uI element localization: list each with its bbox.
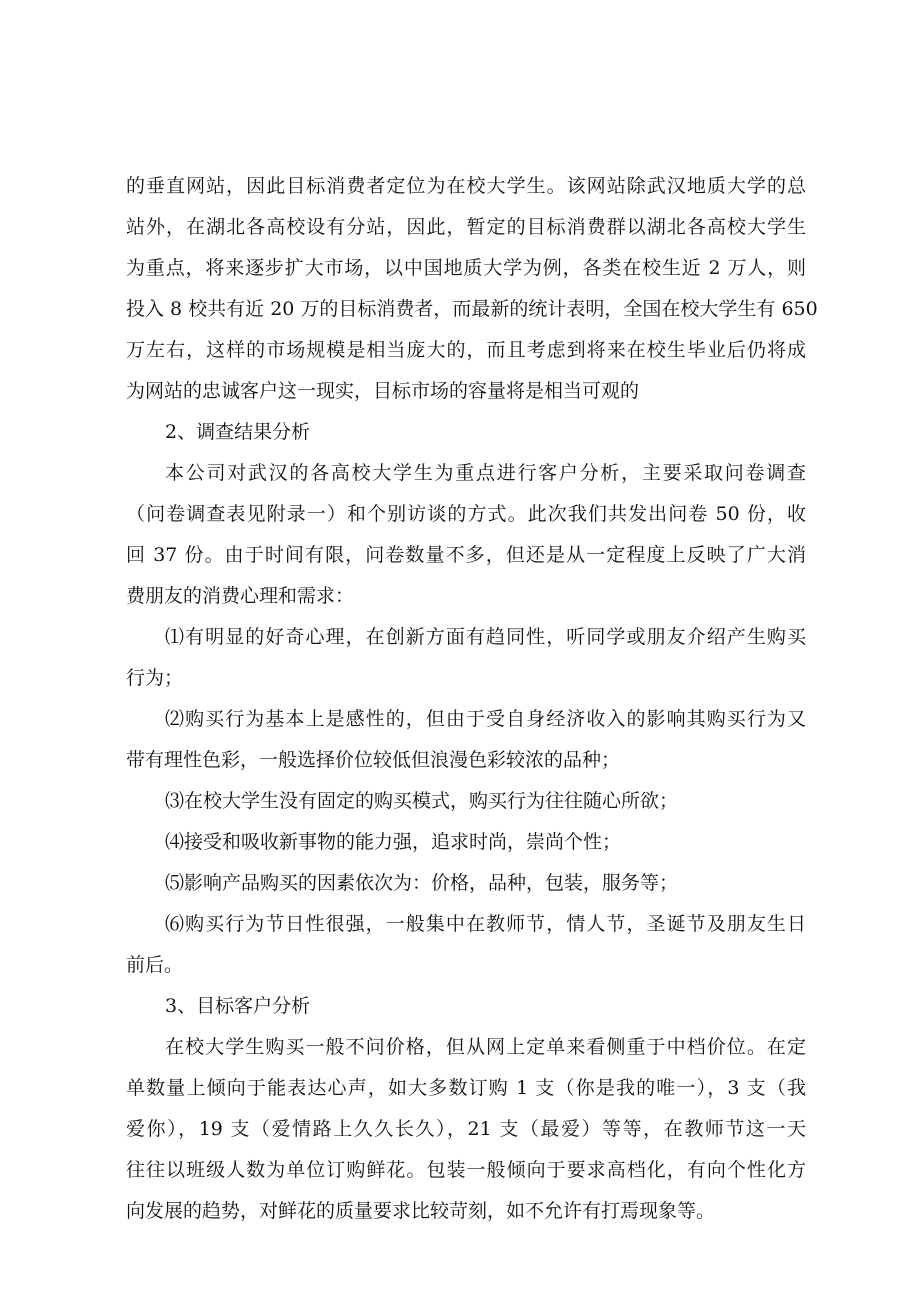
- intro-line: 为网站的忠诚客户这一现实，目标市场的容量将是相当可观的: [126, 380, 640, 402]
- section-heading: 2、调查结果分析: [165, 421, 311, 443]
- paragraph-line: 费朋友的消费心理和需求：: [126, 585, 355, 607]
- paragraph-line: 向发展的趋势，对鲜花的质量要求比较苛刻，如不允许有打焉现象等。: [126, 1200, 716, 1222]
- list-item-line: ⑶在校大学生没有固定的购买模式，购买行为往往随心所欲；: [165, 790, 679, 812]
- paragraph-line: （问卷调查表见附录一）和个别访谈的方式。此次我们共发出问卷 50 份，收: [126, 503, 806, 525]
- list-item-line: ⑵购买行为基本上是感性的，但由于受自身经济收入的影响其购买行为又: [165, 708, 806, 730]
- paragraph-line: 往往以班级人数为单位订购鲜花。包装一般倾向于要求高档化，有向个性化方: [126, 1159, 806, 1181]
- intro-line: 投入 8 校共有近 20 万的目标消费者，而最新的统计表明，全国在校大学生有 650: [126, 298, 818, 320]
- intro-line: 站外，在湖北各高校设有分站，因此，暂定的目标消费群以湖北各高校大学生: [126, 216, 806, 238]
- intro-line: 为重点，将来逐步扩大市场，以中国地质大学为例，各类在校生近 2 万人，则: [126, 257, 806, 279]
- section-heading: 3、目标客户分析: [165, 995, 311, 1017]
- list-item-line: ⑷接受和吸收新事物的能力强，追求时尚，崇尚个性；: [165, 831, 622, 853]
- paragraph-line: 在校大学生购买一般不问价格，但从网上定单来看侧重于中档价位。在定: [165, 1036, 806, 1058]
- list-item-line: 前后。: [126, 954, 184, 976]
- paragraph-line: 回 37 份。由于时间有限，问卷数量不多，但还是从一定程度上反映了广大消: [126, 544, 806, 566]
- list-item-line: 带有理性色彩，一般选择价位较低但浪漫色彩较浓的品种；: [126, 749, 621, 771]
- list-item-line: ⑴有明显的好奇心理，在创新方面有趋同性，听同学或朋友介绍产生购买: [165, 626, 806, 648]
- paragraph-line: 爱你），19 支（爱情路上久久长久），21 支（最爱）等等，在教师节这一天: [126, 1118, 806, 1140]
- intro-line: 的垂直网站，因此目标消费者定位为在校大学生。该网站除武汉地质大学的总: [126, 175, 806, 197]
- list-item-line: 行为；: [126, 667, 184, 689]
- paragraph-line: 单数量上倾向于能表达心声，如大多数订购 1 支（你是我的唯一），3 支（我: [126, 1077, 806, 1099]
- list-item-line: ⑹购买行为节日性很强，一般集中在教师节，情人节，圣诞节及朋友生日: [165, 913, 806, 935]
- intro-line: 万左右，这样的市场规模是相当庞大的，而且考虑到将来在校生毕业后仍将成: [126, 339, 806, 361]
- list-item-line: ⑸影响产品购买的因素依次为：价格，品种，包装，服务等；: [165, 872, 679, 894]
- paragraph-line: 本公司对武汉的各高校大学生为重点进行客户分析，主要采取问卷调查: [165, 462, 806, 484]
